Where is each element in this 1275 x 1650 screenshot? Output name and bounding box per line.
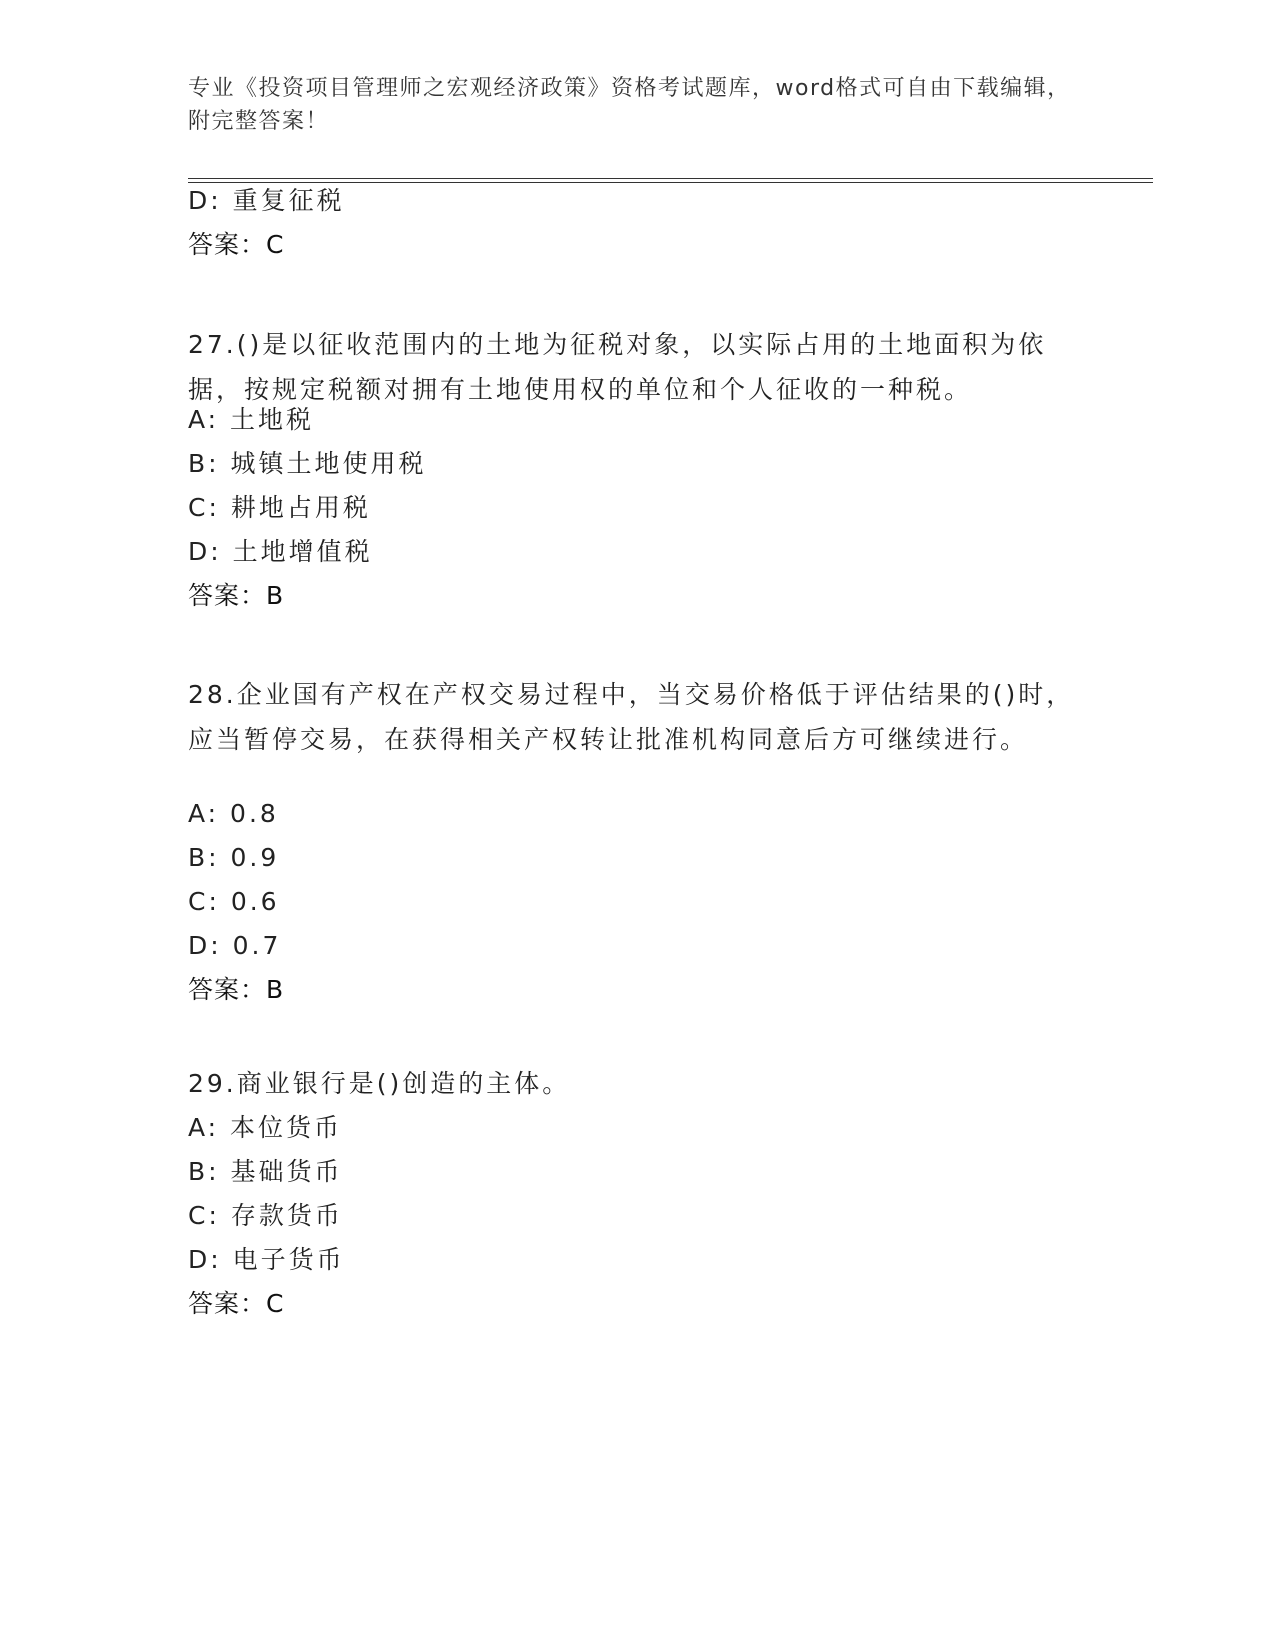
option-d: D: 电子货币 bbox=[188, 1245, 345, 1274]
question-stem: 28.企业国有产权在产权交易过程中，当交易价格低于评估结果的()时，应当暂停交易，在获得相关产权转让批准机构同意后方可继续进行。 bbox=[188, 680, 1075, 754]
answer: 答案：C bbox=[188, 230, 285, 259]
option-c: C: 耕地占用税 bbox=[188, 493, 371, 522]
option-c: C: 0.6 bbox=[188, 887, 280, 916]
question-stem: 27.()是以征收范围内的土地为征税对象，以实际占用的土地面积为依据，按规定税额对拥有土地使用权的单位和个人征收的一种税。 bbox=[188, 330, 1047, 404]
option-b: B: 基础货币 bbox=[188, 1157, 343, 1186]
option-a: A: 土地税 bbox=[188, 405, 315, 434]
question-stem: 29.商业银行是()创造的主体。 bbox=[188, 1069, 571, 1098]
option-a: A: 0.8 bbox=[188, 799, 279, 828]
option-b: B: 城镇土地使用税 bbox=[188, 449, 427, 478]
answer: 答案：B bbox=[188, 975, 285, 1004]
option-d: D: 土地增值税 bbox=[188, 537, 373, 566]
option-d: D: 0.7 bbox=[188, 931, 282, 960]
page-header: 专业《投资项目管理师之宏观经济政策》资格考试题库，word格式可自由下载编辑，附完整答案！ bbox=[188, 76, 1071, 134]
option-c: C: 存款货币 bbox=[188, 1201, 343, 1230]
answer: 答案：C bbox=[188, 1289, 285, 1318]
answer: 答案：B bbox=[188, 581, 285, 610]
option-d: D: 重复征税 bbox=[188, 186, 345, 215]
option-b: B: 0.9 bbox=[188, 843, 280, 872]
option-a: A: 本位货币 bbox=[188, 1113, 343, 1142]
